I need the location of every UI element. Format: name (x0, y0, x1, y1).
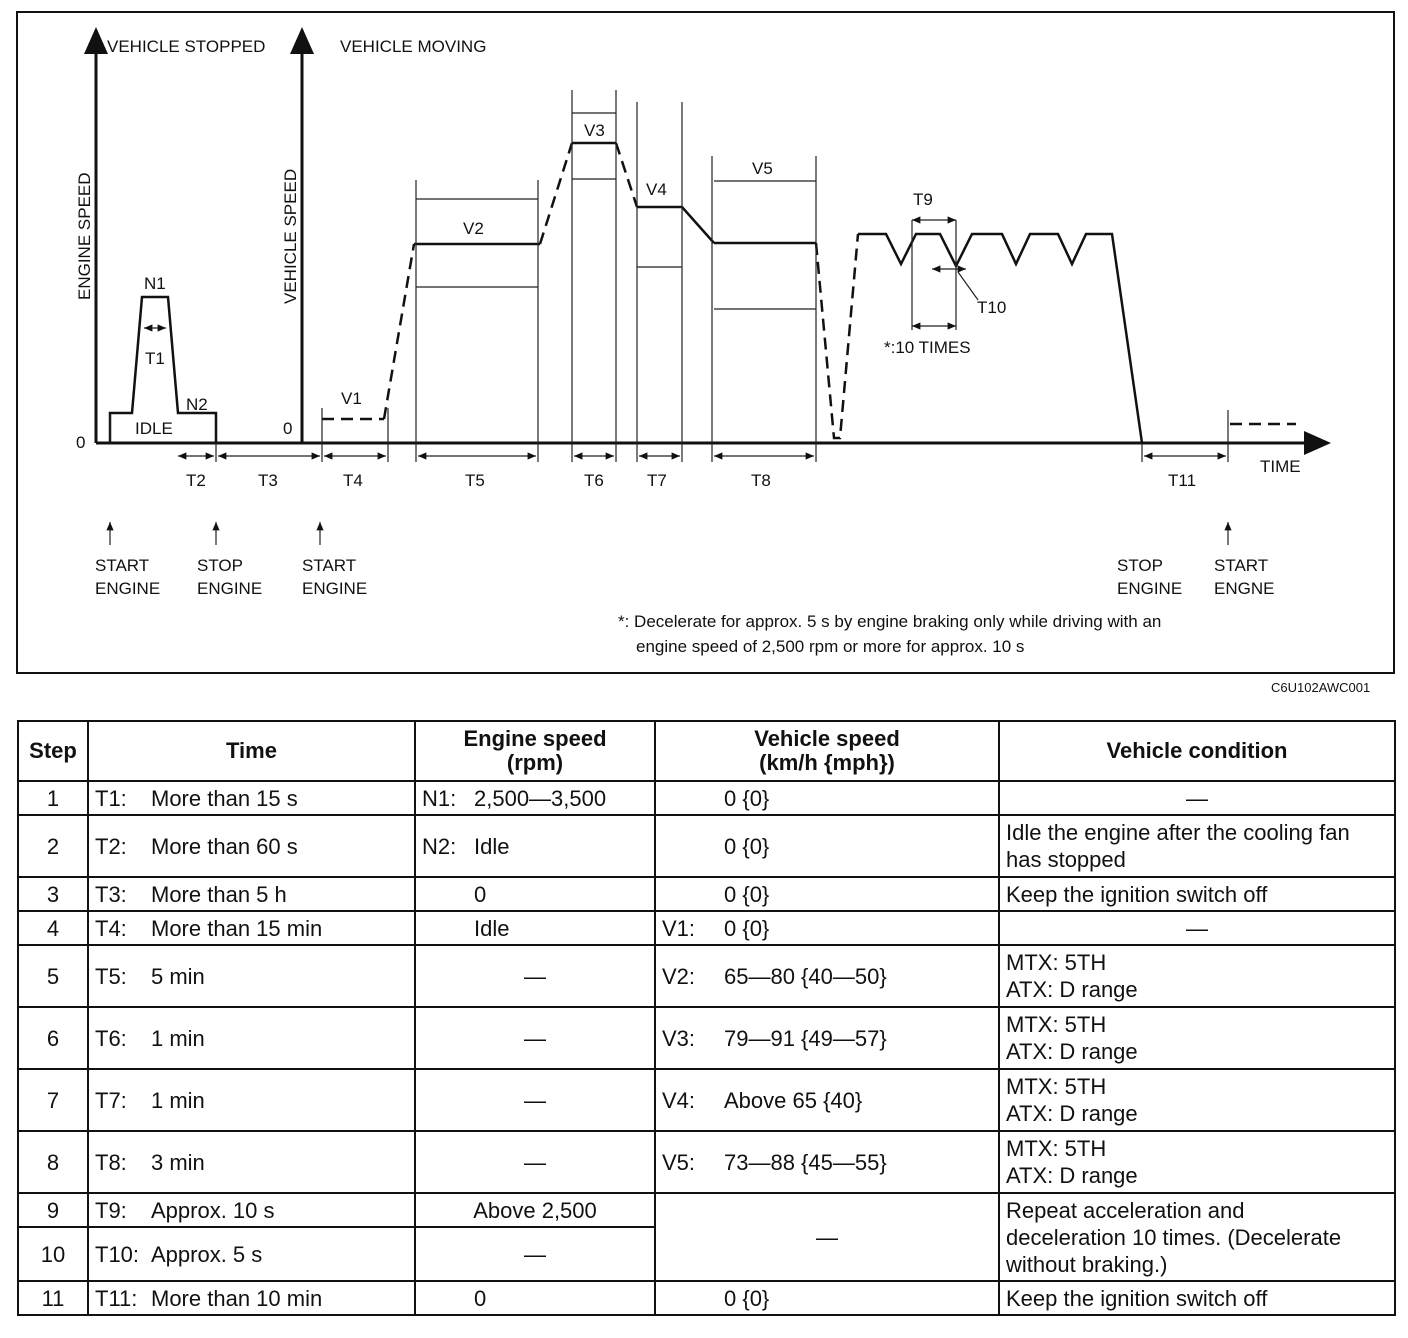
cell-time: T2: More than 60 s (88, 815, 415, 877)
cell-step: 1 (18, 781, 88, 815)
cell-time: T6: 1 min (88, 1007, 415, 1069)
cell-vehicle: 0 {0} (655, 781, 999, 815)
accel-to-v3 (540, 143, 572, 244)
cell-step: 10 (18, 1227, 88, 1281)
cell-condition: Keep the ignition switch off (999, 877, 1395, 911)
cell-vehicle: V5: 73—88 {45—55} (655, 1131, 999, 1193)
event-stop-engine-2: STOP (1117, 556, 1163, 575)
table-row (18, 1131, 1395, 1193)
label-t6: T6 (584, 471, 604, 490)
cell-engine: Above 2,500 (415, 1193, 655, 1227)
event-start-engine-1: START (95, 556, 150, 575)
cell-step: 3 (18, 877, 88, 911)
cell-engine: — (415, 1007, 655, 1069)
cell-step: 6 (18, 1007, 88, 1069)
cell-time: T8: 3 min (88, 1131, 415, 1193)
label-zero-vehicle: 0 (283, 419, 293, 438)
label-vehicle-moving: VEHICLE MOVING (340, 37, 487, 56)
cell-engine: — (415, 945, 655, 1007)
cell-vehicle: — (655, 1193, 999, 1281)
header-vehicle-speed: Vehicle speed (km/h {mph}) (655, 721, 999, 781)
cell-time: T9: Approx. 10 s (88, 1193, 415, 1227)
label-engine-speed: ENGINE SPEED (75, 172, 94, 300)
label-t5: T5 (465, 471, 485, 490)
cell-vehicle: V1: 0 {0} (655, 911, 999, 945)
drive-cycle-table (17, 720, 1396, 1316)
event-start-engine-3-line2: ENGNE (1214, 579, 1275, 598)
label-v4: V4 (646, 180, 667, 199)
event-stop-engine-2-line2: ENGINE (1117, 579, 1183, 598)
label-n2: N2 (186, 395, 208, 414)
cell-engine: — (415, 1227, 655, 1281)
table-row (18, 945, 1395, 1007)
cell-condition: MTX: 5TH ATX: D range (999, 1007, 1395, 1069)
event-start-engine-3: START (1214, 556, 1269, 575)
decel-accel-dashed (816, 234, 858, 438)
cell-step: 11 (18, 1281, 88, 1315)
cell-vehicle: 0 {0} (655, 1281, 999, 1315)
cell-vehicle: V4: Above 65 {40} (655, 1069, 999, 1131)
cell-condition: MTX: 5TH ATX: D range (999, 945, 1395, 1007)
phase-boundaries (216, 90, 1228, 462)
label-v5: V5 (752, 159, 773, 178)
cell-step: 8 (18, 1131, 88, 1193)
event-start-engine-1-line2: ENGINE (95, 579, 161, 598)
cell-vehicle: 0 {0} (655, 877, 999, 911)
cell-time: T5: 5 min (88, 945, 415, 1007)
v4-segment (637, 207, 714, 243)
cell-engine: 0 (415, 877, 655, 911)
cell-step: 7 (18, 1069, 88, 1131)
cell-vehicle: V2: 65—80 {40—50} (655, 945, 999, 1007)
cell-condition: MTX: 5TH ATX: D range (999, 1069, 1395, 1131)
cell-engine: — (415, 1131, 655, 1193)
cell-time: T1: More than 15 s (88, 781, 415, 815)
label-v2: V2 (463, 219, 484, 238)
table-header (18, 721, 1395, 781)
header-time: Time (88, 721, 415, 781)
label-vehicle-stopped: VEHICLE STOPPED (107, 37, 266, 56)
event-start-engine-2: START (302, 556, 357, 575)
figure-code: C6U102AWC001 (1271, 680, 1371, 695)
table-row (18, 877, 1395, 911)
label-t8: T8 (751, 471, 771, 490)
cell-vehicle: V3: 79—91 {49—57} (655, 1007, 999, 1069)
label-idle: IDLE (135, 419, 173, 438)
cell-time: T3: More than 5 h (88, 877, 415, 911)
label-t1: T1 (145, 349, 165, 368)
cell-time: T10: Approx. 5 s (88, 1227, 415, 1281)
table-row (18, 815, 1395, 877)
cell-time: T11: More than 10 min (88, 1281, 415, 1315)
event-stop-engine-1-line2: ENGINE (197, 579, 263, 598)
cell-vehicle: 0 {0} (655, 815, 999, 877)
label-vehicle-speed: VEHICLE SPEED (281, 168, 300, 304)
table-row (18, 1281, 1395, 1315)
cell-engine: — (415, 1069, 655, 1131)
cell-engine: Idle (415, 911, 655, 945)
label-time: TIME (1260, 457, 1301, 476)
cell-step: 5 (18, 945, 88, 1007)
label-t11: T11 (1168, 471, 1197, 490)
cell-step: 9 (18, 1193, 88, 1227)
table-row (18, 1007, 1395, 1069)
cell-step: 2 (18, 815, 88, 877)
event-stop-engine-1: STOP (197, 556, 243, 575)
table-row (18, 1193, 1395, 1227)
cell-condition: Keep the ignition switch off (999, 1281, 1395, 1315)
cell-engine: N2: Idle (415, 815, 655, 877)
cell-condition: MTX: 5TH ATX: D range (999, 1131, 1395, 1193)
label-zero-engine: 0 (76, 433, 86, 452)
footnote-line2: engine speed of 2,500 rpm or more for approx. 10 s (636, 637, 1025, 656)
label-t3: T3 (258, 471, 278, 490)
cell-step: 4 (18, 911, 88, 945)
label-t7: T7 (647, 471, 667, 490)
label-t9: T9 (913, 190, 933, 209)
label-t2: T2 (186, 471, 206, 490)
table-row (18, 781, 1395, 815)
label-ten-times: *:10 TIMES (884, 338, 971, 357)
footnote-line1: *: Decelerate for approx. 5 s by engine braking only while driving with an (618, 612, 1162, 631)
cell-condition: — (999, 781, 1395, 815)
cell-time: T7: 1 min (88, 1069, 415, 1131)
header-step: Step (18, 721, 88, 781)
decel-to-v4 (616, 143, 637, 207)
cell-time: T4: More than 15 min (88, 911, 415, 945)
cell-condition: Idle the engine after the cooling fan has stopped (999, 815, 1395, 877)
label-t4: T4 (343, 471, 363, 490)
label-v3: V3 (584, 121, 605, 140)
label-t10: T10 (977, 298, 1007, 317)
event-start-engine-2-line2: ENGINE (302, 579, 368, 598)
cell-engine: N1: 2,500—3,500 (415, 781, 655, 815)
label-v1: V1 (341, 389, 362, 408)
table-row (18, 911, 1395, 945)
table-row (18, 1069, 1395, 1131)
cell-condition: Repeat acceleration and deceleration 10 times. (Decelerate without braking.) (999, 1193, 1395, 1281)
header-vehicle-condition: Vehicle condition (999, 721, 1395, 781)
label-n1: N1 (144, 274, 166, 293)
header-engine-speed: Engine speed (rpm) (415, 721, 655, 781)
accel-to-v2 (384, 244, 414, 419)
cell-engine: 0 (415, 1281, 655, 1315)
cell-condition: — (999, 911, 1395, 945)
